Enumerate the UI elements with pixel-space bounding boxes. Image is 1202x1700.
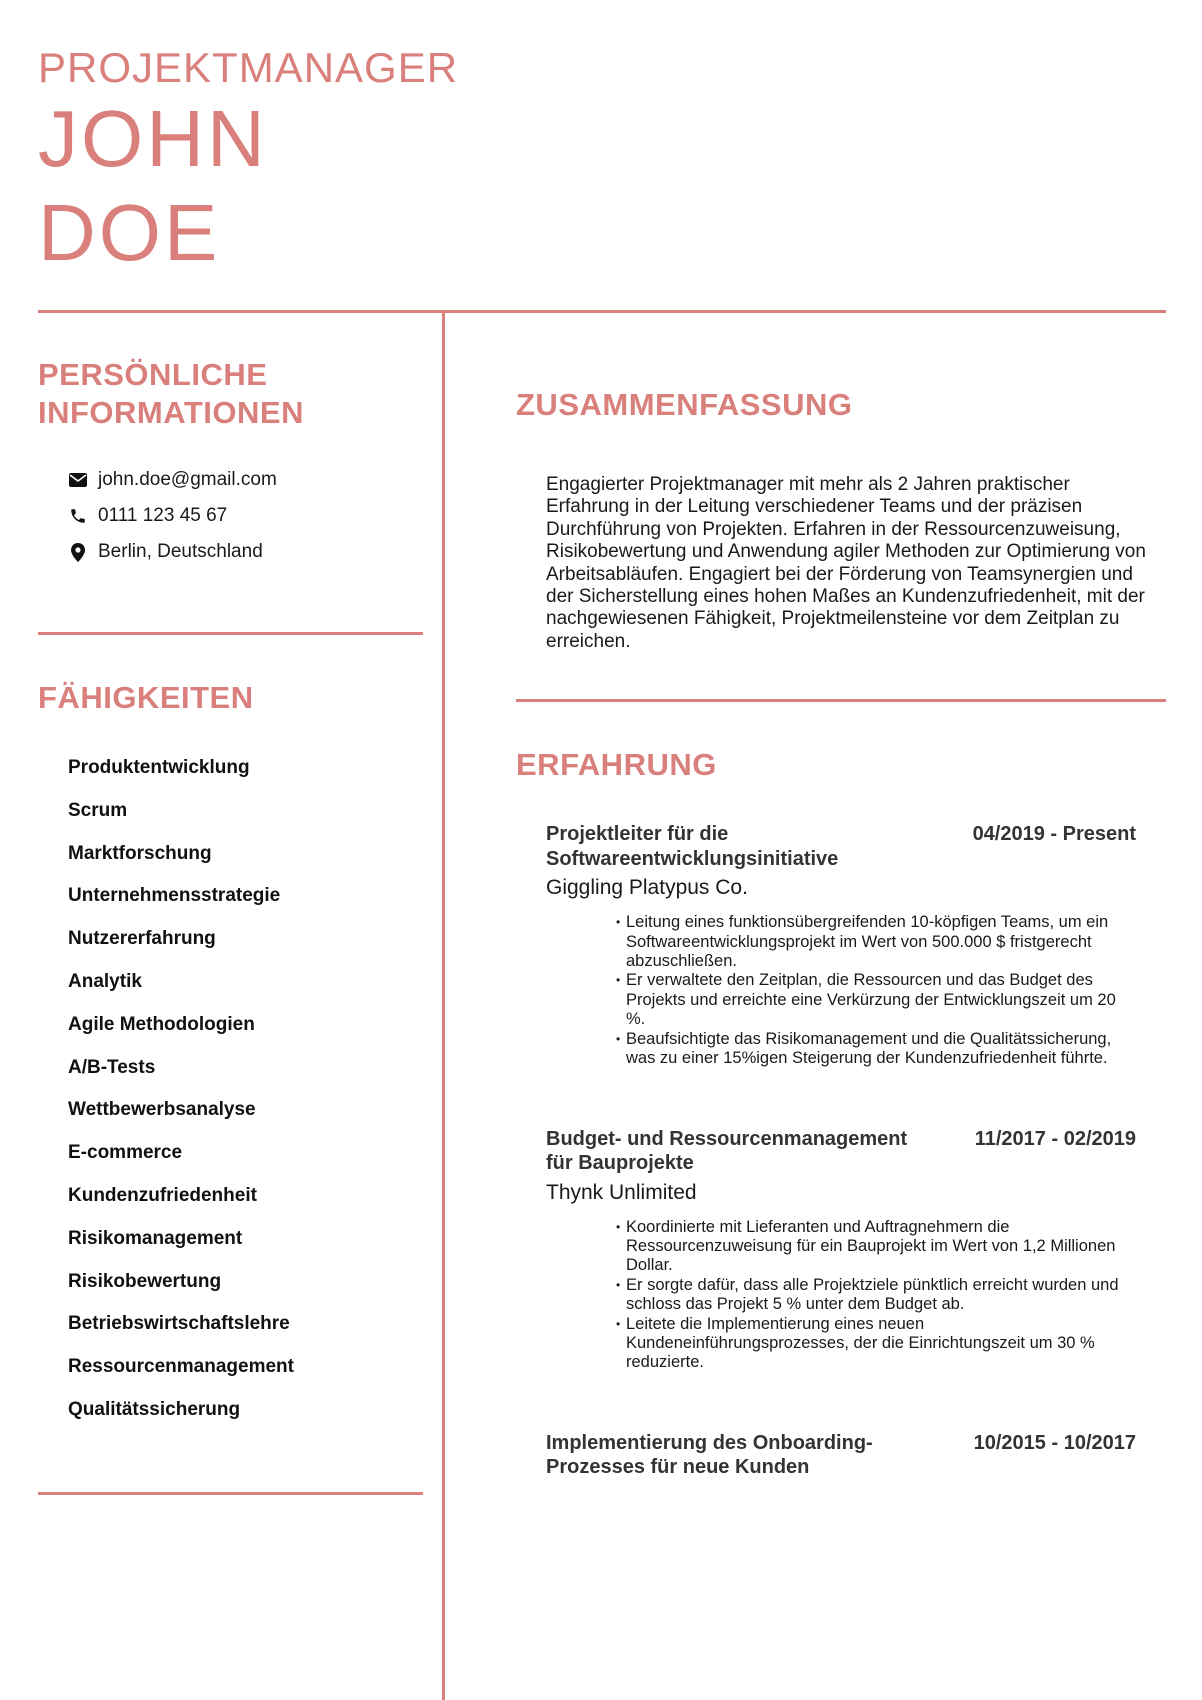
skill-item: Betriebswirtschaftslehre xyxy=(68,1313,290,1335)
job-bullet: • Koordinierte mit Lieferanten und Auftragnehmern die Ressourcenzuweisung für ein Bauprojekt im Wert von 1,2 Millionen Dollar. xyxy=(616,1218,1126,1276)
job-header xyxy=(546,822,1136,871)
skill-item: Nutzererfahrung xyxy=(68,928,216,950)
experience-list xyxy=(516,822,1166,1480)
location-pin-icon xyxy=(68,542,88,562)
job-bullet: • Leitung eines funktionsübergreifenden 10-köpfigen Teams, um ein Softwareentwicklungsprojekt im Wert von 500.000 $ fristgerecht abzuschließen. xyxy=(616,913,1126,971)
skills-list xyxy=(68,747,423,1432)
job-company: Thynk Unlimited xyxy=(546,1180,697,1204)
job-bullet: • Leitete die Implementierung eines neuen Kundeneinführungsprozesses, der die Einrichtungszeit um 30 % reduzierte. xyxy=(616,1315,1126,1373)
job-role: Projektleiter für die Softwareentwicklungsinitiative xyxy=(546,823,839,870)
skill-item: Kundenzufriedenheit xyxy=(68,1184,257,1206)
job-date: 04/2019 - Present xyxy=(972,823,1136,846)
summary-text: Engagierter Projektmanager mit mehr als 2 Jahren praktischer Erfahrung in der Leitung verschiedener Teams und der präzisen Durchführung von Projekten. Erfahren in der Ressourcenzuweisung, Risikobewertung und Anwendung agiler Methoden zur Optimierung von Arbeitsabläufen. Engagiert bei der Förderung von Teamsynergien und der Sicherstellung eines hohen Maßes an Kundenzufriedenheit, mit der nachgewiesenen Fähigkeit, Projektmeilensteine vor dem Zeitplan zu erreichen. xyxy=(546,474,1146,652)
skill-item: Marktforschung xyxy=(68,842,212,864)
phone-icon xyxy=(68,506,88,526)
skill-item: E-commerce xyxy=(68,1142,183,1164)
resume-header xyxy=(38,44,458,280)
job-role: Budget- und Ressourcenmanagement für Bauprojekte xyxy=(546,1127,908,1174)
skill-item: Wettbewerbsanalyse xyxy=(68,1099,256,1121)
skill-item: Qualitätssicherung xyxy=(68,1398,241,1420)
first-name: JOHN xyxy=(38,94,268,183)
skill-item: Unternehmensstrategie xyxy=(68,885,281,907)
skill-item: Analytik xyxy=(68,970,142,992)
contact-list xyxy=(68,462,423,570)
job-date: 11/2017 - 02/2019 xyxy=(974,1127,1136,1150)
phone-text: 0111 123 45 67 xyxy=(98,505,228,526)
skills-heading: FÄHIGKEITEN xyxy=(38,680,254,715)
personal-heading-line1: PERSÖNLICHE xyxy=(38,357,268,392)
email-text[interactable]: john.doe@gmail.com xyxy=(98,469,277,490)
job-title: PROJEKTMANAGER xyxy=(38,44,459,91)
personal-heading-line2: INFORMATIONEN xyxy=(38,395,304,430)
job-date: 10/2015 - 10/2017 xyxy=(973,1431,1136,1454)
job-entry xyxy=(546,822,1136,1068)
skill-item: Produktentwicklung xyxy=(68,757,250,778)
experience-heading: ERFAHRUNG xyxy=(516,747,717,783)
left-divider-1 xyxy=(38,632,423,635)
skill-item: A/B-Tests xyxy=(68,1056,156,1078)
job-bullets xyxy=(616,913,1126,1068)
contact-phone xyxy=(68,498,423,534)
skill-item: Risikobewertung xyxy=(68,1270,222,1292)
job-entry xyxy=(546,1431,1136,1480)
job-bullets xyxy=(616,1218,1126,1373)
job-role: Implementierung des Onboarding-Prozesses für neue Kunden xyxy=(546,1431,873,1479)
job-header xyxy=(546,1127,1136,1176)
right-divider xyxy=(516,699,1166,702)
job-bullet: • Er sorgte dafür, dass alle Projektziele pünktlich erreicht wurden und schloss das Projekt 5 % unter dem Budget ab. xyxy=(616,1276,1126,1315)
personal-info-heading xyxy=(38,356,423,432)
job-bullet: • Beaufsichtigte das Risikomanagement und die Qualitätssicherung, was zu einer 15%igen Steigerung der Kundenzufriedenheit führte. xyxy=(616,1030,1126,1069)
left-divider-2 xyxy=(38,1492,423,1495)
job-header xyxy=(546,1431,1136,1480)
column-divider xyxy=(442,313,445,1700)
contact-location xyxy=(68,534,423,570)
skill-item: Scrum xyxy=(68,799,128,821)
job-entry xyxy=(546,1127,1136,1373)
left-column xyxy=(38,356,423,1495)
skill-item: Risikomanagement xyxy=(68,1227,243,1249)
job-company: Giggling Platypus Co. xyxy=(546,876,748,900)
contact-email xyxy=(68,462,423,498)
job-bullet: • Er verwaltete den Zeitplan, die Ressourcen und das Budget des Projekts und erreichte eine Verkürzung der Entwicklungszeit um 20 %. xyxy=(616,971,1126,1029)
last-name: DOE xyxy=(38,188,221,277)
location-text: Berlin, Deutschland xyxy=(98,541,263,562)
skill-item: Ressourcenmanagement xyxy=(68,1356,294,1378)
summary-heading: ZUSAMMENFASSUNG xyxy=(516,387,853,422)
right-column xyxy=(516,386,1166,1480)
envelope-icon xyxy=(68,470,88,490)
header-divider xyxy=(38,310,1166,313)
skill-item: Agile Methodologien xyxy=(68,1013,255,1035)
